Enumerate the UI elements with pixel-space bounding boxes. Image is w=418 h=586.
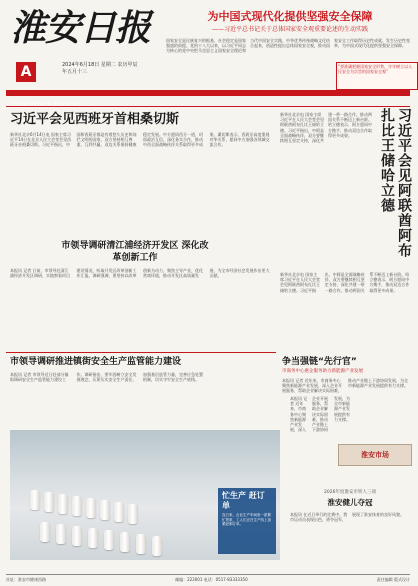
divider	[6, 352, 276, 353]
page-footer	[6, 574, 410, 584]
footer-address: 社址：淮安市健康西路	[6, 577, 46, 582]
article1-body: 新华社北京6月14日电 国家主席习近平14日在北京人民大会堂会见西班牙首相桑切斯。习近平指出，中国和西班牙都是有着悠久历史和灿烂文明的国家，双方坚持相互尊重、互利共赢，双边关系保持健康稳定发展。中方愿同西方一道，巩固政治互信，深化务实合作，推动中西全面战略伙伴关系取得更多成果。桑切斯表示，西班牙高度重视对华关系，愿同中方加强各领域交流合作。	[10, 132, 270, 148]
article1-headline: 习近平会见西班牙首相桑切斯	[10, 112, 180, 127]
article3-body: 本报讯 记者 日前，市领导赴清江浦经济开发区调研，实地察看项目建设情况，听取开发区改革创新工作汇报。调研强调，要坚持以改革创新为动力，聚焦主导产业，优化营商环境，推动开发区高质量发展，为全市经济社会发展作出更大贡献。	[10, 268, 270, 279]
spool-shape	[100, 500, 110, 520]
article2-headline: 习近平会见阿联酋阿布扎比王储哈立德	[379, 108, 412, 258]
masthead-strip-text: 主管主办 中共淮安市委 淮安日报社出版	[10, 101, 81, 106]
article5-body: 本报讯 记者 近年来，市商务中心聚焦新能源产业发展，深入企业开展服务，帮助企业解决实际困难，推动产业链上下游协同发展，为全市新能源产业发展提供有力支撑。	[282, 378, 408, 394]
lead-quote: “要准确把握国家安全形势，牢牢树立以人民安全为宗旨的国家安全观”	[336, 62, 418, 90]
edition-badge: A	[16, 62, 36, 82]
masthead	[6, 4, 413, 106]
spool-shape	[30, 490, 40, 510]
article6-kicker: 2026年度淮安市铁人三项	[324, 490, 376, 495]
spool-shape	[152, 536, 162, 556]
article4-body: 本报讯 记者 市领导近日赴部分镇街调研安全生产监管能力建设工作。调研指出，要牢固树立安全发展理念，压紧压实安全生产责任，加强基层监管力量，完善应急处置机制，切实守牢安全生产底线。	[10, 372, 203, 383]
spool-shape	[44, 492, 54, 512]
divider	[6, 106, 410, 107]
article6-headline: 淮安健儿夺冠	[327, 498, 373, 507]
spool-shape	[72, 496, 82, 516]
spool-shape	[58, 494, 68, 514]
lead-headline: 为中国式现代化提供坚强安全保障	[207, 10, 373, 23]
article3-body-cont: 新华社北京电 国家主席习近平在人民大会堂会见阿联酋阿布扎比王储哈立德。习近平指出，中阿是全面战略伙伴，双方要继续相互坚定支持，深化共建一带一路合作，推动两国关系不断迈上新台阶。哈立德表示，阿方愿同中方携手，推动双边合作取得更多成果。	[280, 272, 410, 293]
lead-body: 国家安全是民族复兴的根基，社会稳定是国家强盛的前提。党的十八大以来，以习近平同志为核心的党中央把马克思主义国家安全理论和当代中国安全实践、中华优秀传统战略文化结合起来，创造性提出总体国家安全观，推动国家安全工作取得历史性成就、发生历史性变革，为中国式现代化提供坚强安全保障。	[166, 38, 410, 53]
photo-caption-body: 连日来，企业生产车间里一派繁忙景象，工人们正在生产线上加紧赶制订单。	[222, 513, 271, 526]
article2-body: 新华社北京电 国家主席习近平在人民大会堂会见阿联酋阿布扎比王储哈立德。习近平指出，中阿是全面战略伙伴，双方要继续相互坚定支持，深化共建一带一路合作，推动两国关系不断迈上新台阶。哈立德表示，阿方愿同中方携手，推动双边合作取得更多成果。	[280, 112, 372, 144]
spool-shape	[56, 524, 66, 544]
footer-contact: 邮编：223001 电话：0517-83333350	[175, 577, 248, 582]
article5-kicker: 市商务中心惠企服务助力新能源产业发展	[282, 369, 363, 374]
spool-shape	[128, 504, 138, 524]
newspaper-logo: 淮安日报	[10, 7, 151, 49]
masthead-strip	[6, 90, 410, 106]
market-ad-box: 淮安市场	[338, 444, 412, 466]
photo-caption	[218, 488, 276, 554]
article5-body-cont: 本报讯 记者 近年来，市商务中心聚焦新能源产业发展，深入企业开展服务，帮助企业解决实际困难，推动产业链上下游协同发展，为全市新能源产业发展提供有力支撑。	[290, 396, 350, 433]
spool-shape	[136, 534, 146, 554]
publication-date: 2024年6月18日 星期二 农历甲辰年五月十三	[62, 62, 138, 75]
spool-shape	[104, 530, 114, 550]
spool-shape	[40, 522, 50, 542]
spool-shape	[114, 502, 124, 522]
photo-caption-title: 忙生产 赶订单	[222, 491, 265, 510]
lead-subtitle: ——习近平总书记关于总体国家安全观重要论述的生动实践	[211, 26, 368, 33]
article4-headline: 市领导调研推进镇街安全生产监管能力建设	[10, 357, 182, 367]
spool-shape	[120, 532, 130, 552]
article3-headline: 市领导调研清江浦经济开发区 深化改革创新工作	[61, 241, 209, 263]
spool-shape	[86, 498, 96, 518]
article6-body: 本报讯 在近日举行的比赛中，我市运动员表现出色，勇夺冠军，展现了淮安体育的良好风貌。	[290, 512, 404, 523]
article5-headline: 争当强链“先行官”	[282, 357, 357, 367]
footer-editor: 责任编辑 版式设计	[376, 577, 410, 582]
spool-shape	[72, 526, 82, 546]
spool-shape	[88, 528, 98, 548]
